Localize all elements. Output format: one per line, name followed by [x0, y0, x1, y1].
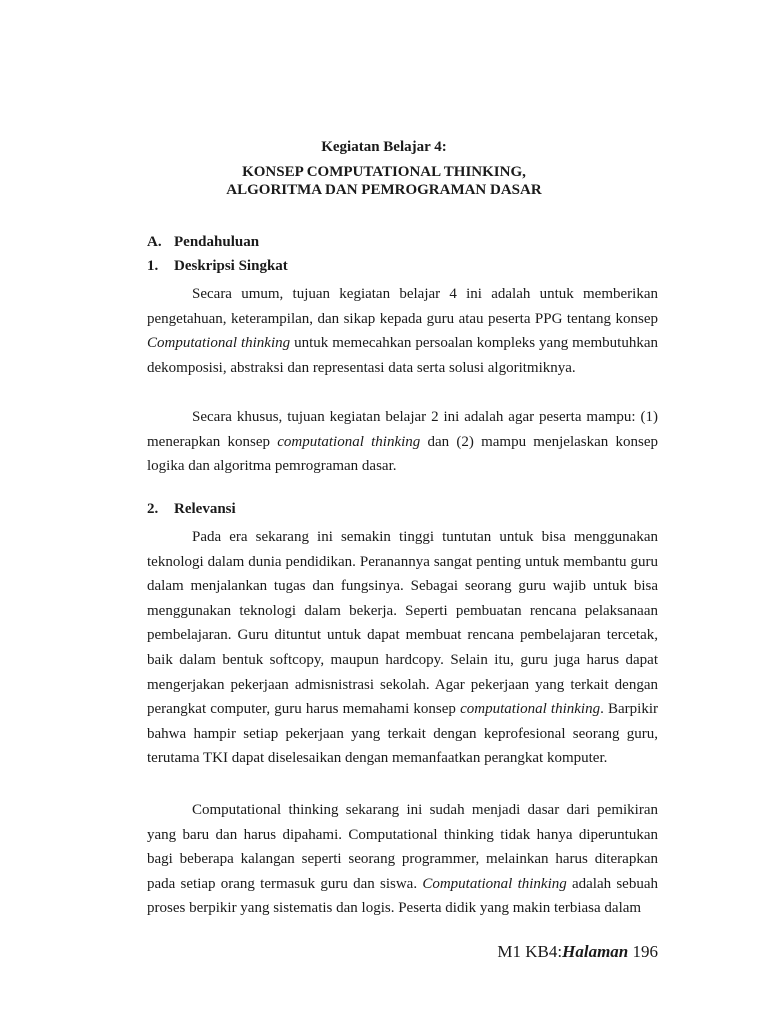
paragraph-text: dan (2) mampu menjelaskan konsep logika dan algoritma pemrograman dasar.: [147, 433, 658, 475]
subsection-number: 1.: [147, 258, 159, 274]
paragraph-text: untuk memecahkan persoalan kompleks yang membutuhkan dekomposisi, abstraksi dan representasi data serta solusi algoritmiknya.: [147, 335, 658, 376]
section-number: A.: [147, 234, 162, 250]
module-label: M1 KB4:: [497, 942, 563, 961]
activity-label: Kegiatan Belajar 4:: [321, 139, 447, 155]
paragraph-deskripsi-2: [147, 405, 658, 479]
paragraph-text: adalah sebuah proses berpikir yang sistematis dan logis. Peserta didik yang makin terbiasa dalam: [147, 875, 658, 917]
subsection-label: Relevansi: [174, 501, 236, 517]
subsection-heading-1: [147, 258, 288, 275]
italic-term: computational thinking: [277, 433, 421, 450]
section-label: Pendahuluan: [174, 234, 260, 250]
title-line-1: KONSEP COMPUTATIONAL THINKING,: [242, 164, 526, 180]
page-number: 196: [632, 942, 658, 961]
paragraph-text: Pada era sekarang ini semakin tinggi tuntutan untuk bisa menggunakan teknologi dalam dunia pendidikan. Peranannya sangat penting untuk membantu guru dalam menjalankan tugas dan fungsinya. Sebagai seorang guru wajib untuk bisa menggunakan teknologi dalam bekerja. Seperti pembuatan rencana pelaksanaan pembelajaran. Guru dituntut untuk dapat membuat rencana pembelajaran tercetak, baik dalam bentuk softcopy, maupun hardcopy. Selain itu, guru juga harus dapat mengerjakan pekerjaan admisnistrasi sekolah. Agar pekerjaan yang terkait dengan perangkat computer, guru harus memahami konsep: [147, 529, 658, 718]
italic-term: Computational thinking: [147, 335, 291, 352]
paragraph-text: Secara khusus, tujuan kegiatan belajar 2 ini adalah agar peserta mampu: (1) menerapkan konsep: [147, 409, 658, 450]
page-footer: [0, 942, 658, 962]
subsection-number: 2.: [147, 501, 159, 517]
section-heading-a: [147, 234, 259, 251]
paragraph-relevansi-2: [147, 798, 658, 921]
italic-term: Computational thinking: [422, 875, 567, 892]
halaman-label: Halaman: [562, 942, 629, 961]
paragraph-relevansi-1: [147, 525, 658, 771]
paragraph-deskripsi-1: [147, 282, 658, 380]
title-line-2: ALGORITMA DAN PEMROGRAMAN DASAR: [226, 182, 542, 198]
paragraph-text: Secara umum, tujuan kegiatan belajar 4 ini adalah untuk memberikan pengetahuan, keterampilan, dan sikap kepada guru atau peserta PPG tentang konsep: [147, 286, 658, 327]
subsection-label: Deskripsi Singkat: [174, 258, 288, 274]
subsection-heading-2: [147, 501, 236, 518]
paragraph-text: . Barpikir bahwa hampir setiap pekerjaan yang terkait dengan keprofesional seorang guru, terutama TKI dapat diselesaikan dengan memanfaatkan perangkat komputer.: [147, 701, 658, 767]
italic-term: computational thinking: [460, 701, 601, 718]
paragraph-text: Computational thinking sekarang ini sudah menjadi dasar dari pemikiran yang baru dan harus dipahami. Computational thinking tidak hanya diperuntukan bagi beberapa kalangan seperti seorang programmer, melainkan harus diterapkan pada setiap orang termasuk guru dan siswa.: [147, 802, 658, 892]
